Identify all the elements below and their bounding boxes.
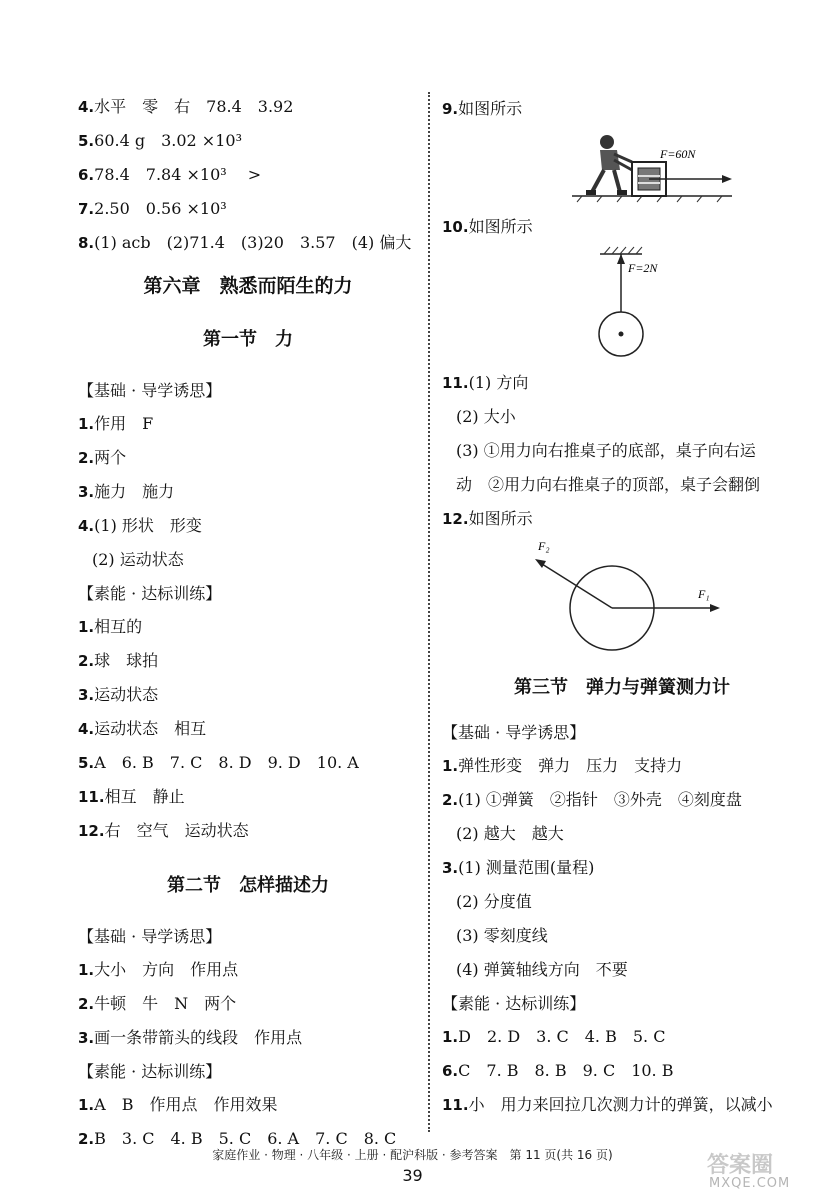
- answer-number: 1.: [78, 618, 95, 636]
- answer-line: [78, 814, 418, 848]
- answer-line: [442, 434, 802, 468]
- answer-number: 4.: [78, 98, 95, 116]
- answer-line: [442, 1088, 802, 1122]
- answer-line: [442, 851, 802, 885]
- answer-text: 弹性形变 弹力 压力 支持力: [458, 756, 683, 775]
- answer-text: 作用 F: [94, 414, 154, 433]
- answer-line: [78, 644, 418, 678]
- answer-line: [78, 90, 418, 124]
- q9-line: [442, 92, 802, 126]
- force-label-60n: F=60N: [660, 147, 696, 161]
- answer-text: 小 用力来回拉几次测力计的弹簧，以减小: [468, 1095, 773, 1114]
- q10-text: 如图所示: [468, 217, 533, 236]
- section-1-practice-heading: 【素能 · 达标训练】: [78, 584, 222, 603]
- answer-number: 2.: [442, 791, 459, 809]
- answer-text: (1) acb (2)71.4 (3)20 3.57 (4) 偏大: [94, 233, 412, 252]
- hanging-ball-diagram: [442, 244, 802, 362]
- answer-number: 6.: [442, 1062, 459, 1080]
- right-column: [442, 92, 802, 1122]
- answer-text: (2) 运动状态: [92, 550, 184, 569]
- answer-number: 4.: [78, 517, 95, 535]
- section-3-title: 第三节 弹力与弹簧测力计: [514, 677, 730, 698]
- tension-arrowhead: [617, 254, 625, 264]
- answer-text: (2) 大小: [456, 407, 516, 426]
- answer-number: 5.: [78, 132, 95, 150]
- answer-line: [78, 678, 418, 712]
- section-2-basic-heading: 【基础 · 导学诱思】: [78, 927, 222, 946]
- answer-text: 运动状态 相互: [94, 719, 207, 738]
- answer-number: 11.: [442, 1096, 469, 1114]
- section-3-basic-list: [442, 749, 802, 987]
- two-forces-diagram: [442, 536, 802, 658]
- q10-number: 10.: [442, 218, 469, 236]
- answer-number: 12.: [78, 822, 105, 840]
- answer-text: (1) ①弹簧 ②指针 ③外壳 ④刻度盘: [458, 790, 742, 809]
- watermark: [701, 1150, 811, 1195]
- answer-text: A 6. B 7. C 8. D 9. D 10. A: [94, 753, 359, 772]
- f2-label: F₂: [538, 539, 550, 553]
- answer-line: [442, 1054, 802, 1088]
- section-2-title: 第二节 怎样描述力: [167, 875, 329, 896]
- q10-line: [442, 210, 802, 244]
- column-divider: [428, 92, 430, 1132]
- answer-number: 2.: [78, 1130, 95, 1148]
- answer-line: [442, 366, 802, 400]
- push-box-diagram: [442, 126, 802, 206]
- answer-line: [442, 1020, 802, 1054]
- answer-number: 11.: [442, 374, 469, 392]
- answer-text: (1) 形状 形变: [94, 516, 202, 535]
- answer-text: A B 作用点 作用效果: [94, 1095, 278, 1114]
- answer-line: [78, 780, 418, 814]
- page-footer: 家庭作业 · 物理 · 八年级 · 上册 · 配沪科版 · 参考答案 第 11 页(共 16 页): [212, 1148, 613, 1162]
- answer-text: (1) 方向: [468, 373, 529, 392]
- answer-text: 78.4 7.84 ×10³ >: [94, 165, 262, 184]
- answer-number: 7.: [78, 200, 95, 218]
- answer-line: [78, 987, 418, 1021]
- answer-line: [442, 783, 802, 817]
- answer-text: (2) 分度值: [456, 892, 532, 911]
- q12-line: [442, 502, 802, 536]
- page-number: 39: [402, 1166, 423, 1185]
- section-3-practice-list: [442, 1020, 802, 1122]
- answer-text: B 3. C 4. B 5. C 6. A 7. C 8. C: [94, 1129, 397, 1148]
- answer-line: [78, 475, 418, 509]
- chapter-title: 第六章 熟悉而陌生的力: [143, 275, 353, 297]
- q12-figure: [442, 536, 802, 658]
- f1-arrowhead: [710, 604, 720, 612]
- answer-line: [442, 468, 802, 502]
- section-3-basic-heading: 【基础 · 导学诱思】: [442, 723, 586, 742]
- answer-line: [78, 124, 418, 158]
- watermark-text: MXQE.COM: [709, 1176, 791, 1191]
- answer-text: (4) 弹簧轴线方向 不要: [456, 960, 628, 979]
- answer-number: 8.: [78, 234, 95, 252]
- answer-number: 3.: [78, 1029, 95, 1047]
- answer-line: [78, 192, 418, 226]
- left-column: [78, 90, 418, 1156]
- answer-line: [442, 885, 802, 919]
- answer-text: 相互 静止: [104, 787, 185, 806]
- force-label-2n: F=2N: [628, 261, 658, 275]
- answer-text: 运动状态: [94, 685, 159, 704]
- answer-line: [78, 1088, 418, 1122]
- q9-number: 9.: [442, 100, 459, 118]
- answer-line: [78, 712, 418, 746]
- answer-text: 球 球拍: [94, 651, 159, 670]
- answer-text: 画一条带箭头的线段 作用点: [94, 1028, 303, 1047]
- f2-arrowhead: [535, 559, 546, 568]
- answer-text: (3) ①用力向右推桌子的底部，桌子向右运: [456, 441, 756, 460]
- answer-text: (3) 零刻度线: [456, 926, 548, 945]
- answer-line: [442, 400, 802, 434]
- answer-text: 施力 施力: [94, 482, 175, 501]
- answer-line: [78, 610, 418, 644]
- answer-number: 11.: [78, 788, 105, 806]
- answer-line: [78, 1021, 418, 1055]
- answer-text: 右 空气 运动状态: [104, 821, 249, 840]
- answer-line: [442, 749, 802, 783]
- watermark-logo-text: 答案圈: [707, 1153, 774, 1178]
- left-answer-list: [78, 90, 418, 260]
- section-1-practice-list: [78, 610, 418, 848]
- answer-text: C 7. B 8. B 9. C 10. B: [458, 1061, 674, 1080]
- answer-number: 1.: [442, 757, 459, 775]
- answer-line: [78, 441, 418, 475]
- answer-line: [78, 746, 418, 780]
- answer-number: 1.: [78, 961, 95, 979]
- answer-number: 1.: [442, 1028, 459, 1046]
- answer-line: [442, 919, 802, 953]
- q12-text: 如图所示: [468, 509, 533, 528]
- answer-text: 大小 方向 作用点: [94, 960, 239, 979]
- answer-line: [78, 407, 418, 441]
- answer-line: [78, 543, 418, 577]
- answer-number: 2.: [78, 995, 95, 1013]
- section-2-practice-heading: 【素能 · 达标训练】: [78, 1062, 222, 1081]
- f1-label: F₁: [698, 587, 710, 601]
- answer-number: 6.: [78, 166, 95, 184]
- answer-text: D 2. D 3. C 4. B 5. C: [458, 1027, 666, 1046]
- answer-number: 5.: [78, 754, 95, 772]
- answer-text: 动 ②用力向右推桌子的顶部，桌子会翻倒: [456, 475, 761, 494]
- section-3-practice-heading: 【素能 · 达标训练】: [442, 994, 586, 1013]
- answer-number: 3.: [442, 859, 459, 877]
- answer-number: 2.: [78, 652, 95, 670]
- section-2-basic-list: [78, 953, 418, 1055]
- answer-number: 4.: [78, 720, 95, 738]
- answer-line: [78, 226, 418, 260]
- answer-line: [442, 817, 802, 851]
- force-arrowhead: [722, 175, 732, 183]
- answer-text: 牛顿 牛 N 两个: [94, 994, 237, 1013]
- answer-line: [78, 509, 418, 543]
- ball-center-dot: [619, 332, 624, 337]
- answer-number: 1.: [78, 1096, 95, 1114]
- q9-figure: [442, 126, 802, 206]
- ceiling-hatch: [604, 247, 642, 254]
- section-1-title: 第一节 力: [203, 329, 293, 350]
- answer-text: 两个: [94, 448, 127, 467]
- q11-list: [442, 366, 802, 502]
- answer-line: [78, 158, 418, 192]
- answer-text: (1) 测量范围(量程): [458, 858, 595, 877]
- answer-text: 水平 零 右 78.4 3.92: [94, 97, 294, 116]
- answer-number: 1.: [78, 415, 95, 433]
- answer-text: 2.50 0.56 ×10³: [94, 199, 227, 218]
- answer-text: 60.4 g 3.02 ×10³: [94, 131, 242, 150]
- person-icon: [586, 135, 632, 195]
- answer-number: 2.: [78, 449, 95, 467]
- q12-number: 12.: [442, 510, 469, 528]
- answer-line: [442, 953, 802, 987]
- q9-text: 如图所示: [458, 99, 523, 118]
- q10-figure: [442, 244, 802, 362]
- answer-text: (2) 越大 越大: [456, 824, 564, 843]
- section-1-basic-heading: 【基础 · 导学诱思】: [78, 381, 222, 400]
- answer-text: 相互的: [94, 617, 143, 636]
- answer-number: 3.: [78, 483, 95, 501]
- section-1-basic-list: [78, 407, 418, 577]
- answer-line: [78, 953, 418, 987]
- answer-number: 3.: [78, 686, 95, 704]
